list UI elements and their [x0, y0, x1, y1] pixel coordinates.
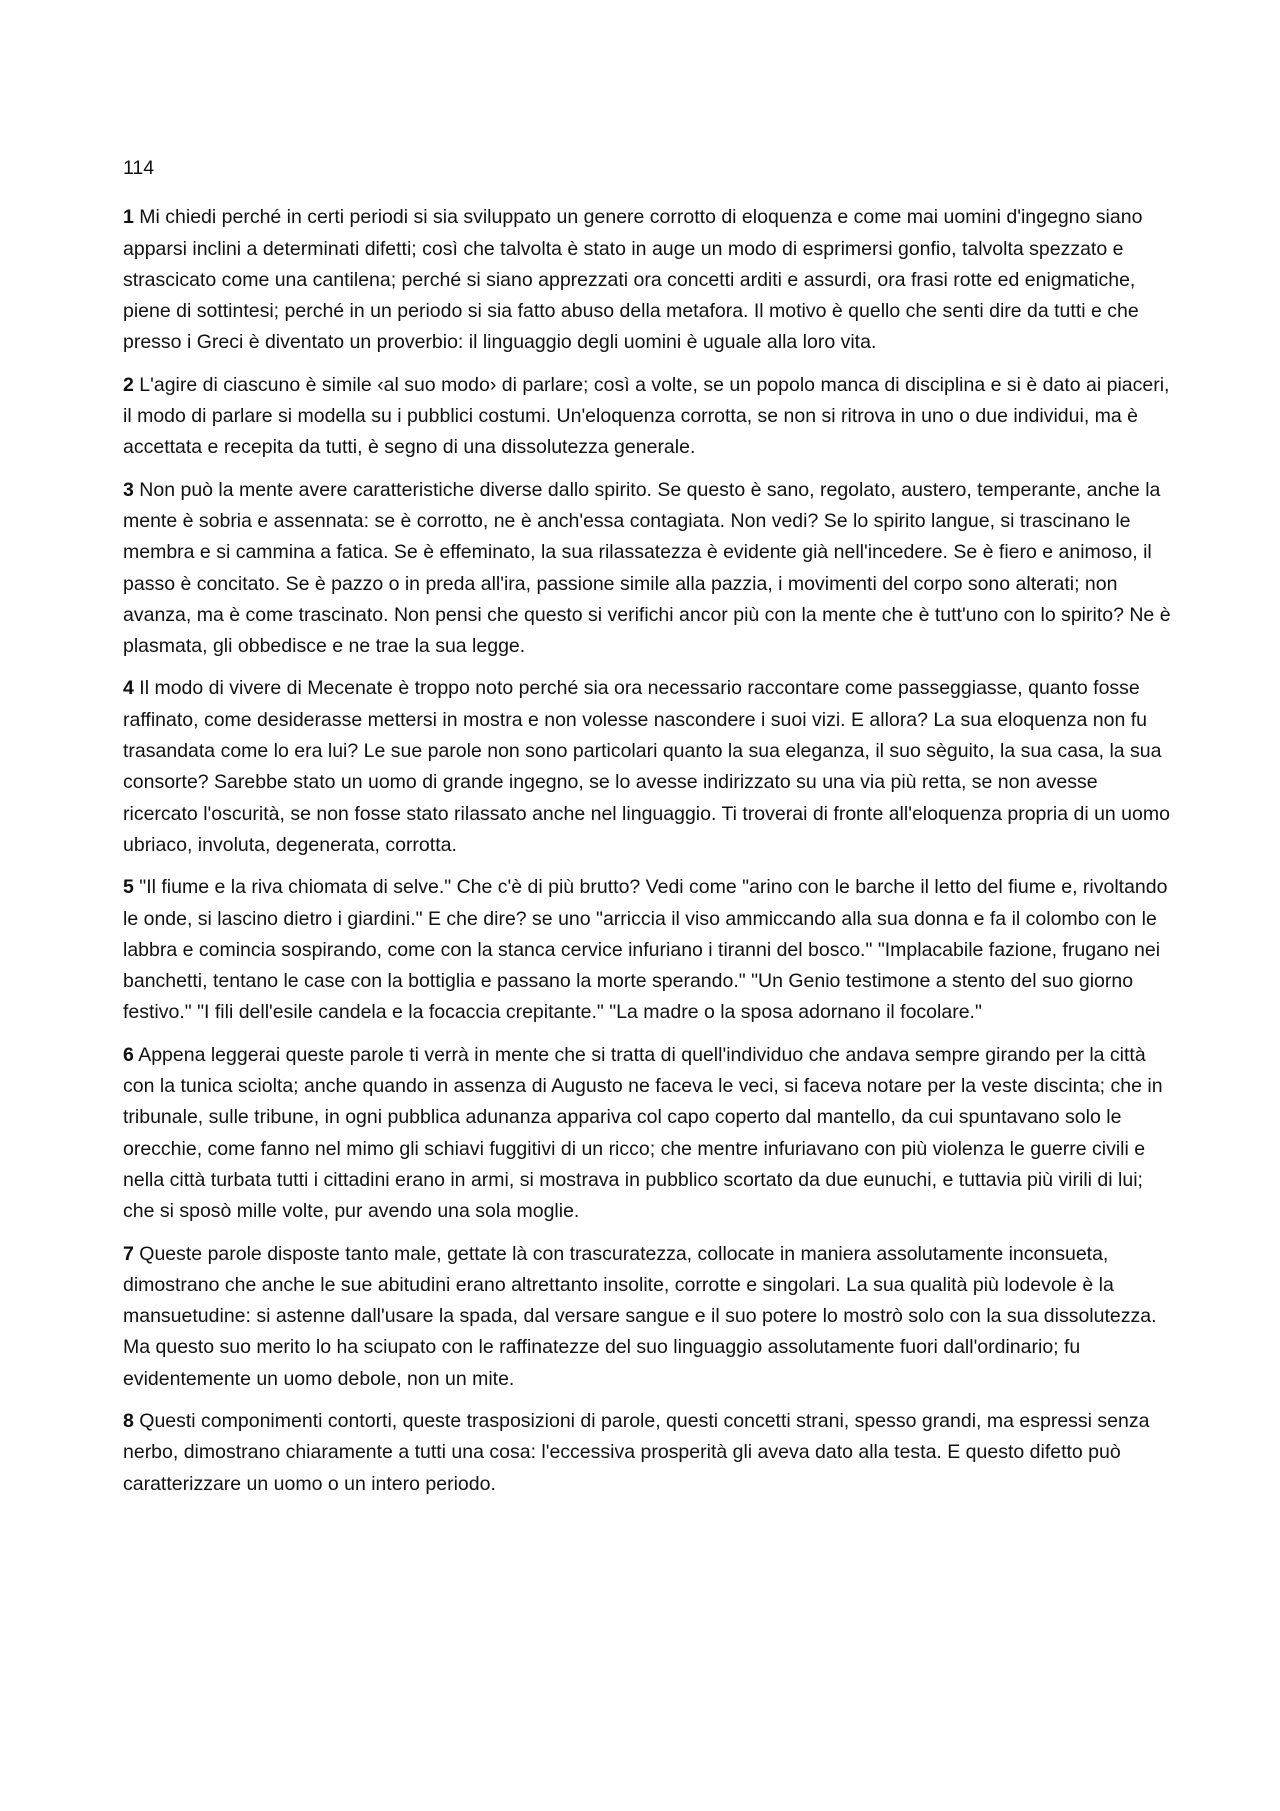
- paragraph-4: [123, 673, 1173, 861]
- paragraph-number: 1: [123, 206, 134, 229]
- paragraph-text: Appena leggerai queste parole ti verrà in mente che si tratta di quell'individuo che andava sempre girando per la città con la tunica sciolta; anche quando in assenza di Augusto ne faceva le veci, si faceva notare per la veste discinta; che in tribunale, sulle tribune, in ogni pubblica adunanza appariva col capo coperto dal mantello, da cui spuntavano solo le orecchie, come fanno nel mimo gli schiavi fuggitivi di un ricco; che mentre infuriavano con più violenza le guerre civili e nella città turbata tutti i cittadini erano in armi, si mostrava in pubblico scortato da due eunuchi, e tuttavia più virili di lui; che si sposò mille volte, pur avendo una sola moglie.: [123, 1043, 1163, 1223]
- paragraph-text: Non può la mente avere caratteristiche diverse dallo spirito. Se questo è sano, regolato, austero, temperante, anche la mente è sobria e assennata: se è corrotto, ne è anch'essa contagiata. Non vedi? Se lo spirito langue, si trascinano le membra e si cammina a fatica. Se è effeminato, la sua rilassatezza è evidente già nell'incedere. Se è fiero e animoso, il passo è concitato. Se è pazzo o in preda all'ira, passione simile alla pazzia, i movimenti del corpo sono alterati; non avanza, ma è come trascinato. Non pensi che questo si verifichi ancor più con la mente che è tutt'uno con lo spirito? Ne è plasmata, gli obbedisce e ne trae la sua legge.: [123, 478, 1171, 658]
- paragraph-text: Il modo di vivere di Mecenate è troppo noto perché sia ora necessario raccontare come passeggiasse, quanto fosse raffinato, come desiderasse mettersi in mostra e non volesse nascondere i suoi vizi. E allora? La sua eloquenza non fu trasandata come lo era lui? Le sue parole non sono particolari quanto la sua eleganza, il suo sèguito, la sua casa, la sua consorte? Sarebbe stato un uomo di grande ingegno, se lo avesse indirizzato su una via più retta, se non avesse ricercato l'oscurità, se non fosse stato rilassato anche nel linguaggio. Ti troverai di fronte all'eloquenza propria di un uomo ubriaco, involuta, degenerata, corrotta.: [123, 677, 1170, 856]
- paragraph-number: 5: [123, 876, 134, 899]
- document-page: [123, 153, 1173, 1511]
- paragraph-6: [123, 1040, 1173, 1228]
- paragraph-8: [123, 1406, 1173, 1500]
- paragraph-text: Queste parole disposte tanto male, gettate là con trascuratezza, collocate in maniera assolutamente inconsueta, dimostrano che anche le sue abitudini erano altrettanto insolite, corrotte e singolari. La sua qualità più lodevole è la mansuetudine: si astenne dall'usare la spada, dal versare sangue e il suo potere lo mostrò solo con la sua dissolutezza. Ma questo suo merito lo ha sciupato con le raffinatezze del suo linguaggio assolutamente fuori dall'ordinario; fu evidentemente un uomo debole, non un mite.: [123, 1242, 1157, 1390]
- paragraph-number: 6: [123, 1043, 134, 1066]
- paragraph-number: 3: [123, 478, 134, 501]
- paragraph-number: 8: [123, 1409, 134, 1432]
- paragraph-2: [123, 370, 1173, 464]
- page-number: 114: [123, 157, 155, 179]
- paragraph-7: [123, 1239, 1173, 1395]
- paragraph-text: L'agire di ciascuno è simile ‹al suo modo› di parlare; così a volte, se un popolo manca di disciplina e si è dato ai piaceri, il modo di parlare si modella su i pubblici costumi. Un'eloquenza corrotta, se non si ritrova in uno o due individui, ma è accettata e recepita da tutti, è segno di una dissolutezza generale.: [123, 373, 1170, 459]
- paragraph-text: Questi componimenti contorti, queste trasposizioni di parole, questi concetti strani, spesso grandi, ma espressi senza nerbo, dimostrano chiaramente a tutti una cosa: l'eccessiva prosperità gli aveva dato alla testa. E questo difetto può caratterizzare un uomo o un intero periodo.: [123, 1409, 1150, 1495]
- paragraph-number: 2: [123, 373, 134, 396]
- paragraph-text: Mi chiedi perché in certi periodi si sia sviluppato un genere corrotto di eloquenza e come mai uomini d'ingegno siano apparsi inclini a determinati difetti; così che talvolta è stato in auge un modo di esprimersi gonfio, talvolta spezzato e strascicato come una cantilena; perché si siano apprezzati ora concetti arditi e assurdi, ora frasi rotte ed enigmatiche, piene di sottintesi; perché in un periodo si sia fatto abuso della metafora. Il motivo è quello che senti dire da tutti e che presso i Greci è diventato un proverbio: il linguaggio degli uomini è uguale alla loro vita.: [123, 206, 1143, 354]
- paragraph-5: [123, 872, 1173, 1028]
- paragraph-number: 4: [123, 677, 134, 700]
- paragraph-1: [123, 202, 1173, 358]
- paragraph-number: 7: [123, 1242, 134, 1265]
- paragraph-text: "Il fiume e la riva chiomata di selve." Che c'è di più brutto? Vedi come "arino con le barche il letto del fiume e, rivoltando le onde, si lascino dietro i giardini." E che dire? se uno "arriccia il viso ammiccando alla sua donna e fa il colombo con le labbra e comincia sospirando, come con la stanca cervice infuriano i tiranni del bosco." "Implacabile fazione, frugano nei banchetti, tentano le case con la bottiglia e passano la morte sperando." "Un Genio testimone a stento del suo giorno festivo." "I fili dell'esile candela e la focaccia crepitante." "La madre o la sposa adornano il focolare.": [123, 876, 1168, 1024]
- paragraph-3: [123, 475, 1173, 663]
